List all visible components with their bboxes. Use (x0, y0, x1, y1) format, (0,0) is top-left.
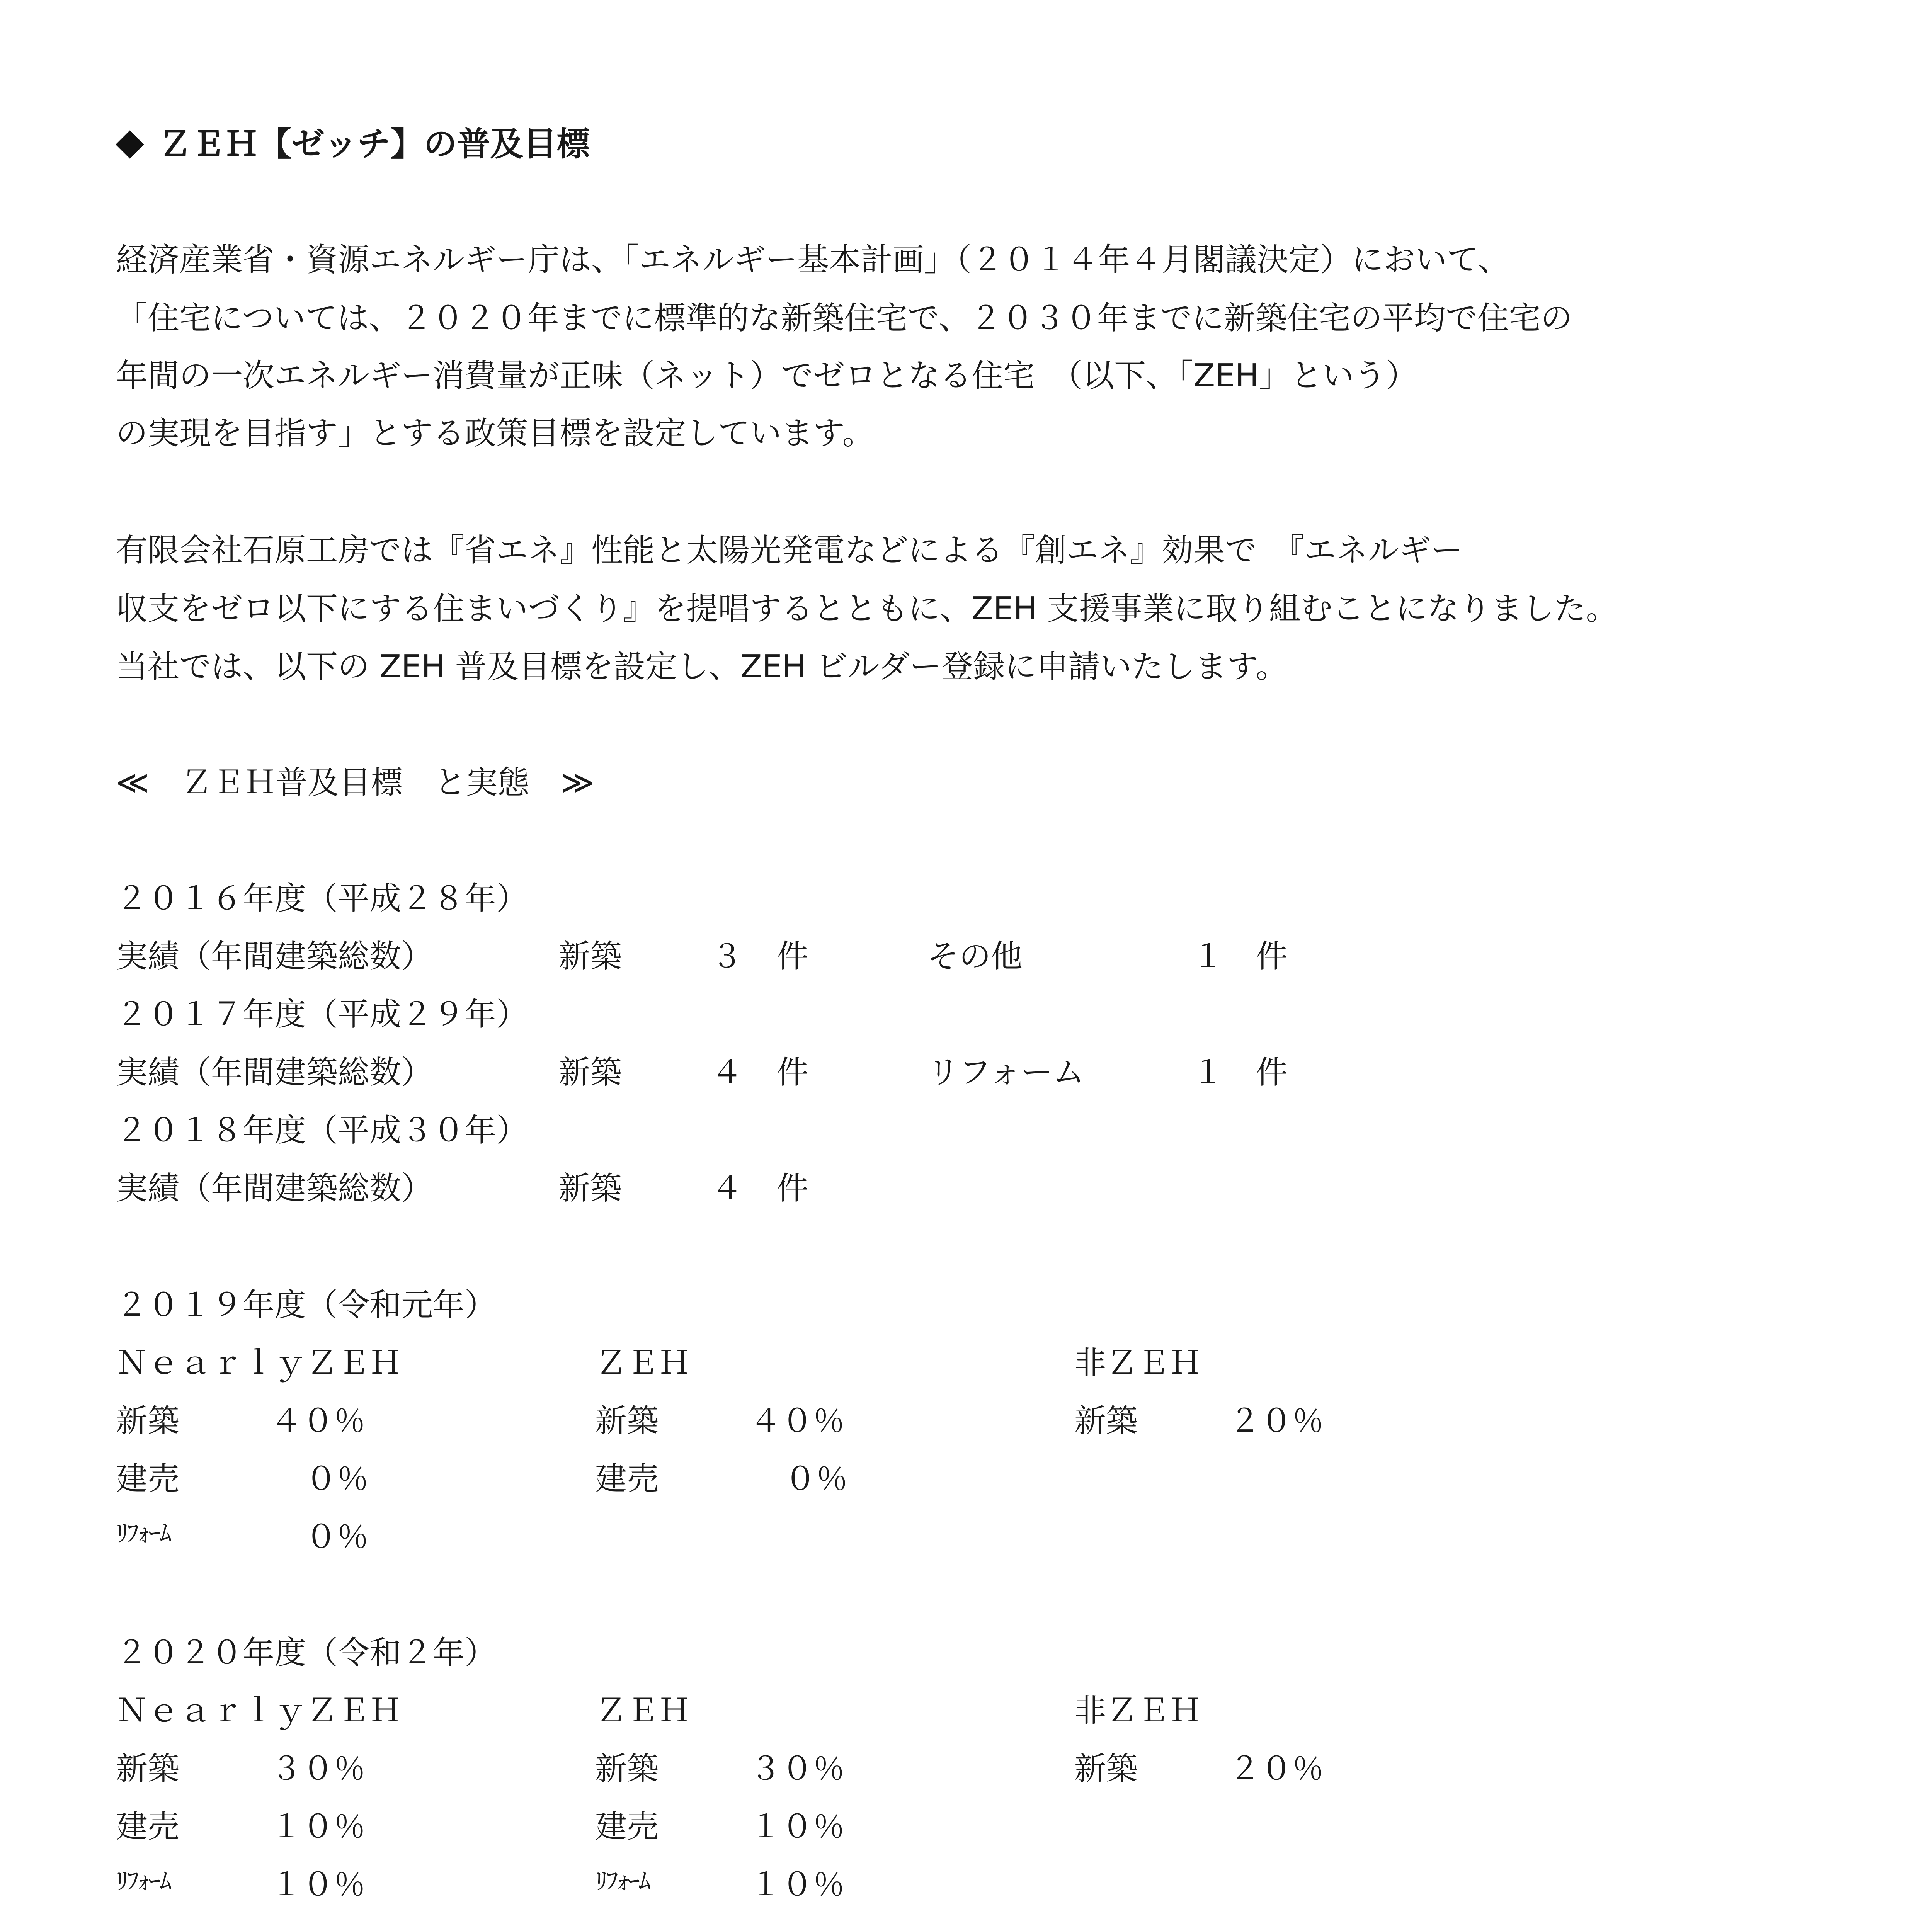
page-title: ＺＥＨ【ゼッチ】の普及目標 (116, 128, 590, 161)
intro-line-2: 「住宅については、２０２０年までに標準的な新築住宅で、２０３０年までに新築住宅の平均で住宅の (116, 300, 1572, 337)
row-category: ﾘﾌｫｰﾑ (116, 1519, 170, 1548)
row-category: 建売 (595, 1461, 659, 1497)
row-value: ３０％ (750, 1750, 845, 1787)
col-header-nearly-zeh: ＮｅａｒｌｙＺＥＨ (116, 1345, 402, 1381)
row-value: １０％ (271, 1808, 366, 1845)
actual-val1: ４ (711, 1054, 743, 1091)
actual-val2: １ (1192, 1054, 1224, 1091)
actual-val1: ３ (711, 938, 743, 975)
row-category: ﾘﾌｫｰﾑ (116, 1867, 170, 1896)
row-value: １０％ (271, 1866, 366, 1903)
actual-cat1: 新築 (558, 1170, 622, 1207)
row-category: 新築 (595, 1403, 659, 1439)
actual-val2: １ (1192, 938, 1224, 975)
row-category: 新築 (595, 1750, 659, 1787)
col-header-zeh: ＺＥＨ (595, 1345, 691, 1381)
row-value: ０％ (305, 1519, 369, 1555)
row-category: 新築 (116, 1750, 180, 1787)
actual-cat1: 新築 (558, 938, 622, 975)
actual-val1: ４ (711, 1170, 743, 1207)
actual-year-2016: ２０１６年度（平成２８年） (116, 880, 528, 917)
row-value: ０％ (305, 1461, 369, 1497)
row-category: 新築 (116, 1403, 180, 1439)
target-year-2019: ２０１９年度（令和元年） (116, 1287, 497, 1323)
section-heading: ≪ ＺＥＨ普及目標 と実態 ≫ (116, 764, 594, 801)
actual-unit1: 件 (777, 1054, 809, 1091)
row-category: 新築 (1074, 1403, 1138, 1439)
actual-cat1: 新築 (558, 1054, 622, 1091)
col-header-non-zeh: 非ＺＥＨ (1074, 1692, 1201, 1729)
actual-unit2: 件 (1256, 1054, 1288, 1091)
row-category: 建売 (116, 1461, 180, 1497)
company-line-2: 収支をゼロ以下にする住まいづくり』を提唱するとともに、ZEH 支援事業に取り組むことになりました。 (116, 590, 1618, 627)
actual-year-2017: ２０１７年度（平成２９年） (116, 996, 528, 1033)
row-category: ﾘﾌｫｰﾑ (595, 1867, 649, 1896)
diamond-bullet-icon (116, 130, 144, 159)
row-category: 建売 (116, 1808, 180, 1845)
intro-line-3: 年間の一次エネルギー消費量が正味（ネット）でゼロとなる住宅 （以下、「ZEH」という） (116, 357, 1417, 394)
row-value: ２０％ (1229, 1750, 1324, 1787)
row-value: １０％ (750, 1866, 845, 1903)
company-line-3: 当社では、以下の ZEH 普及目標を設定し、ZEH ビルダー登録に申請いたします。 (116, 648, 1288, 685)
actual-label: 実績（年間建築総数） (116, 1170, 433, 1207)
row-value: １０％ (750, 1808, 845, 1845)
company-line-1: 有限会社石原工房では『省エネ』性能と太陽光発電などによる『創エネ』効果で 『エネルギー (116, 532, 1463, 569)
actual-unit1: 件 (777, 1170, 809, 1207)
row-value: ３０％ (271, 1750, 366, 1787)
col-header-zeh: ＺＥＨ (595, 1692, 691, 1729)
actual-unit2: 件 (1256, 938, 1288, 975)
actual-cat2: その他 (927, 938, 1023, 975)
intro-line-4: の実現を目指す」とする政策目標を設定しています。 (116, 415, 874, 452)
row-category: 新築 (1074, 1750, 1138, 1787)
col-header-nearly-zeh: ＮｅａｒｌｙＺＥＨ (116, 1692, 402, 1729)
row-value: ０％ (784, 1461, 848, 1497)
actual-unit1: 件 (777, 938, 809, 975)
row-value: ４０％ (750, 1403, 845, 1439)
row-value: ４０％ (271, 1403, 366, 1439)
row-category: 建売 (595, 1808, 659, 1845)
row-value: ２０％ (1229, 1403, 1324, 1439)
intro-line-1: 経済産業省・資源エネルギー庁は、「エネルギー基本計画」（２０１４年４月閣議決定）において、 (116, 242, 1510, 278)
target-year-2020: ２０２０年度（令和２年） (116, 1634, 497, 1671)
actual-label: 実績（年間建築総数） (116, 938, 433, 975)
col-header-non-zeh: 非ＺＥＨ (1074, 1345, 1201, 1381)
actual-year-2018: ２０１８年度（平成３０年） (116, 1112, 528, 1149)
actual-label: 実績（年間建築総数） (116, 1054, 433, 1091)
actual-cat2: リフォーム (927, 1054, 1084, 1091)
